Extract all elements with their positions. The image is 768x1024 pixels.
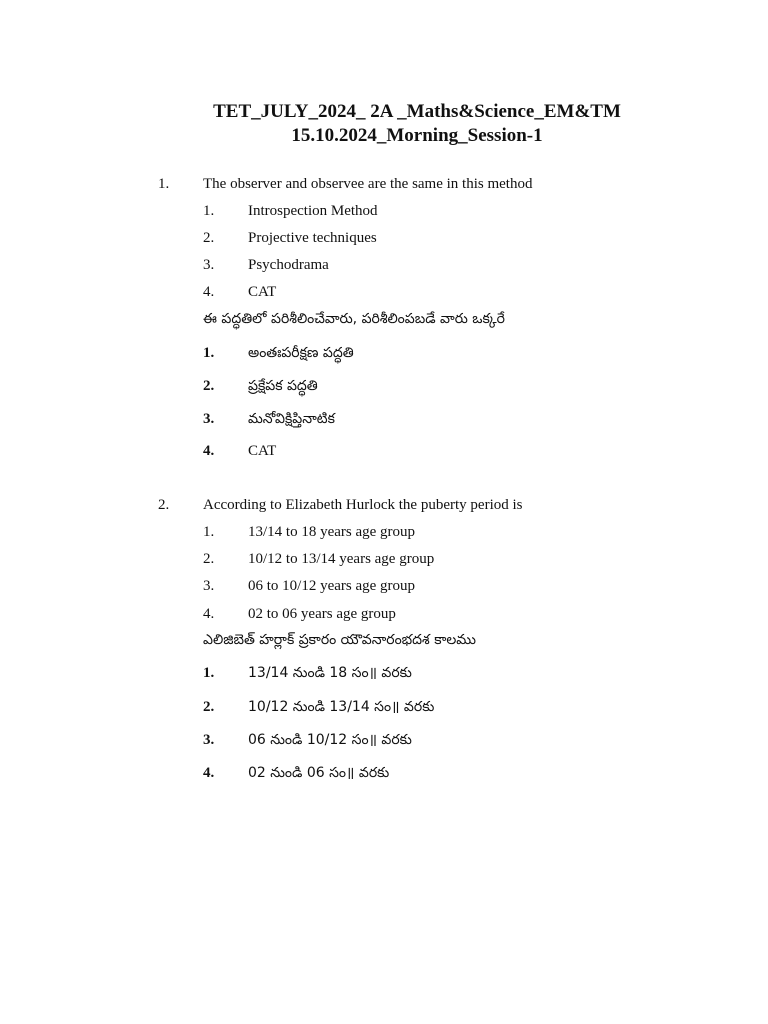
option-number: 2.: [203, 230, 215, 246]
option-text: 02 to 06 years age group: [248, 606, 396, 622]
option-number: 1.: [203, 665, 215, 681]
option-number: 3.: [203, 578, 215, 594]
option-number: 1.: [203, 524, 215, 540]
option-number: 4.: [203, 606, 215, 622]
option-number: 3.: [203, 257, 215, 273]
option-number: 2.: [203, 699, 215, 715]
option-number: 3.: [203, 732, 215, 748]
option-number: 4.: [203, 284, 215, 300]
option-number: 4.: [203, 443, 215, 459]
document-title: TET_JULY_2024_ 2A _Maths&Science_EM&TM: [213, 101, 621, 122]
option-number: 1.: [203, 345, 215, 361]
question-text-en: The observer and observee are the same in this method: [203, 176, 533, 192]
option-text-te: అంతఃపరీక్షణ పద్ధతి: [248, 345, 354, 361]
option-text: CAT: [248, 284, 277, 300]
option-number: 2.: [203, 378, 215, 394]
question-text-te: ఈ పద్ధతిలో పరిశీలించేవారు, పరిశీలింపబడే వారు ఒక్కరే: [203, 311, 505, 327]
option-text: Psychodrama: [248, 257, 329, 273]
option-text-te: 06 నుండి 10/12 సం॥ వరకు: [248, 732, 412, 748]
option-number: 4.: [203, 765, 215, 781]
option-text-te: 02 నుండి 06 సం॥ వరకు: [248, 765, 390, 781]
option-text: Projective techniques: [248, 230, 377, 246]
option-number: 2.: [203, 551, 215, 567]
option-text-te: 10/12 నుండి 13/14 సం॥ వరకు: [248, 699, 435, 715]
question-text-en: According to Elizabeth Hurlock the puberty period is: [203, 497, 523, 513]
option-text-te: 13/14 నుండి 18 సం॥ వరకు: [248, 665, 412, 681]
option-text-te: CAT: [248, 443, 277, 459]
option-text-te: ప్రక్షేపక పద్ధతి: [248, 378, 318, 394]
question-number: 2.: [158, 497, 170, 513]
option-text: Introspection Method: [248, 203, 378, 219]
question-text-te: ఎలిజిబెత్ హర్లాక్ ప్రకారం యౌవనారంభదశ కాలము: [203, 632, 476, 648]
option-text: 06 to 10/12 years age group: [248, 578, 416, 594]
option-text-te: మనోవిక్షిప్తినాటిక: [248, 411, 335, 427]
option-text: 10/12 to 13/14 years age group: [248, 551, 435, 567]
option-number: 1.: [203, 203, 215, 219]
question-number: 1.: [158, 176, 170, 192]
document-subtitle: 15.10.2024_Morning_Session-1: [291, 125, 543, 146]
option-text: 13/14 to 18 years age group: [248, 524, 416, 540]
option-number: 3.: [203, 411, 215, 427]
